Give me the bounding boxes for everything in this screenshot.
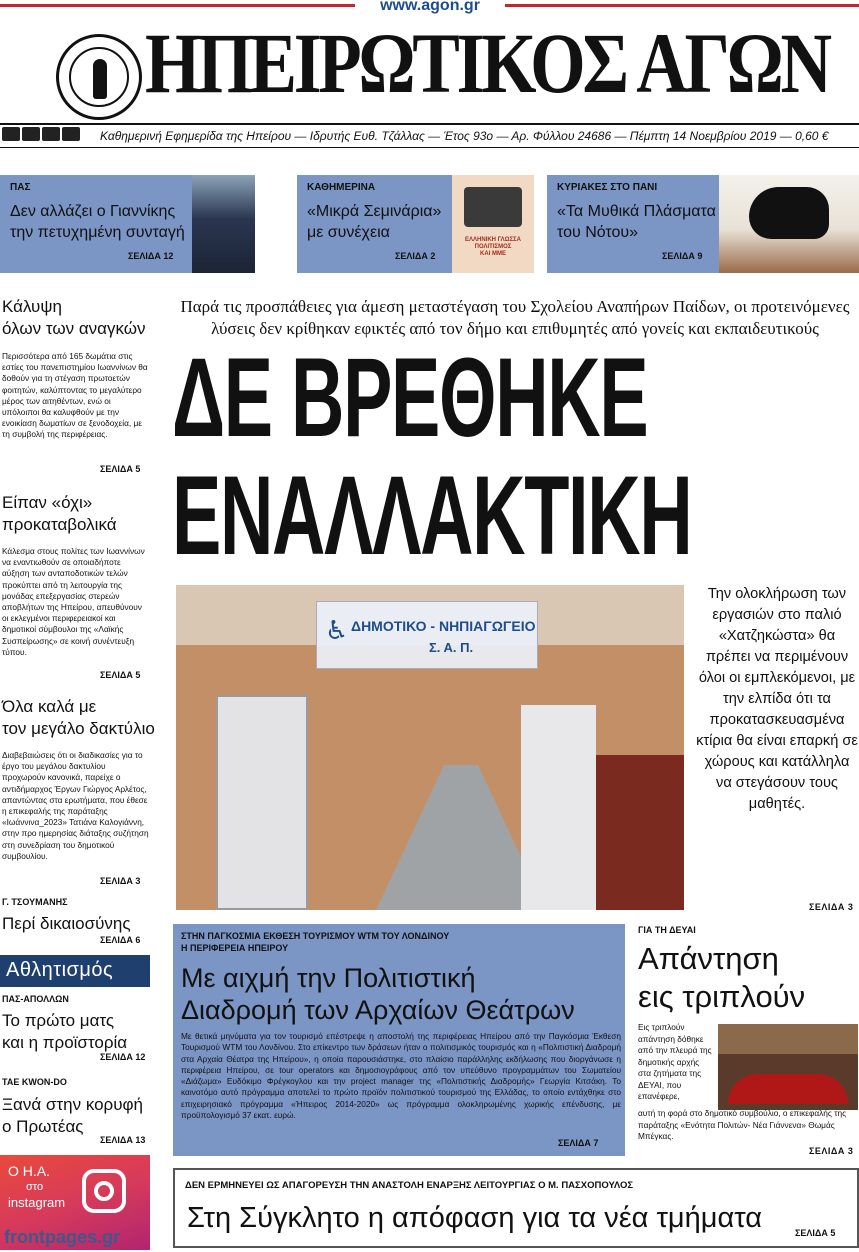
main-photo-corridor: [176, 585, 684, 910]
deyai-body: αυτή τη φορά στο δημοτικό συμβούλιο, ο επικεφαλής της παράταξης «Ενότητα Πολιτών- Νέα Γιάννενα» Θωμάς Μπέγκας.: [638, 1108, 847, 1141]
top-red-rule-left: [0, 4, 355, 7]
insta-line: instagram: [8, 1195, 66, 1210]
frontpages-watermark: frontpages.gr: [4, 1227, 121, 1247]
deyai-body: Εις τριπλούν απάντηση δόθηκε από την πλευρά της δημοτικής αρχής στα ζητήματα της ΔΕΥΑΙ, που επανέφερε,: [638, 1022, 712, 1101]
teaser-page: ΣΕΛΙΔΑ 2: [395, 251, 436, 261]
wheelchair-icon: ♿: [325, 615, 349, 645]
left-story-heading[interactable]: Περί δικαιοσύνης: [2, 914, 131, 933]
teaser-headline: «Μικρά Σεμινάρια» με συνέχεια: [307, 203, 442, 241]
left-story-page: ΣΕΛΙΔΑ 5: [100, 464, 141, 474]
senate-page: ΣΕΛΙΔΑ 5: [795, 1228, 836, 1238]
senate-kicker: ΔΕΝ ΕΡΜΗΝΕΥΕΙ ΩΣ ΑΠΑΓΟΡΕΥΣΗ ΤΗΝ ΑΝΑΣΤΟΛΗ ΕΝΑΡΞΗΣ ΛΕΙΤΟΥΡΓΙΑΣ Ο Μ. ΠΑΣΧΟΠΟΥΛΟΣ: [185, 1180, 634, 1191]
wtm-headline: Με αιχμή την Πολιτιστική Διαδρομή των Αρχαίων Θεάτρων: [181, 963, 575, 1025]
main-headline-line1[interactable]: ΔΕ ΒΡΕΘΗΚΕ: [172, 335, 648, 460]
school-sign: ♿ ΔΗΜΟΤΙΚΟ - ΝΗΠΙΑΓΩΓΕΙΟ Σ. Α. Π.: [316, 601, 538, 669]
sport-section-bar[interactable]: [0, 955, 150, 987]
teaser-page: ΣΕΛΙΔΑ 9: [662, 251, 703, 261]
senate-story-box[interactable]: [173, 1168, 859, 1248]
left-story-page: ΣΕΛΙΔΑ 3: [100, 876, 141, 886]
teaser-kicker: ΚΥΡΙΑΚΕΣ ΣΤΟ ΠΑΝΙ: [557, 182, 658, 193]
deyai-photo-council: [718, 1024, 858, 1110]
left-story-page: ΣΕΛΙΔΑ 13: [100, 1135, 146, 1145]
left-story-body: Περισσότερα από 165 δωμάτια στις εστίες του πανεπιστημίου Ιωαννίνων θα δοθούν για τη στέγαση πρωτοετών φοιτητών, καλύπτοντας το μεγαλύτερο μέρος των αιτηθέντων, ενώ οι υπόλοιποι θα καλυφθούν με την ενοικίαση δωματίων σε ξενοδοχεία, με τη συμβολή της περιφέρειας.: [2, 351, 148, 440]
main-photo-caption: Την ολοκλήρωση των εργασιών στο παλιό «Χατζηκώστα» θα πρέπει να περιμένουν όλοι οι εμπλεκόμενοι, με την ελπίδα ότι τα προκατασκευασμένα κτίρια θα είναι επαρκή σε χώρους και κατάλληλα να στεγάσουν τους μαθητές.: [696, 586, 858, 812]
senate-headline: Στη Σύγκλητο η απόφαση για τα νέα τμήματα: [187, 1202, 763, 1234]
dateline: Καθημερινή Εφημερίδα της Ηπείρου — Ιδρυτής Ευθ. Τζάλλας — Έτος 93ο — Αρ. Φύλλου 24686 — Πέμπτη 14 Νοεμβρίου 2019 — 0,60 €: [100, 129, 829, 143]
masthead-title: ΗΠΕΙΡΩΤΙΚΟΣ ΑΓΩΝ: [145, 15, 829, 111]
left-story-heading[interactable]: Όλα καλά με τον μεγάλο δακτύλιο: [2, 697, 155, 738]
teaser-seminars[interactable]: [297, 175, 534, 273]
left-story-kicker: ΠΑΣ-ΑΠΟΛΛΩΝ: [2, 994, 69, 1004]
wtm-page: ΣΕΛΙΔΑ 7: [558, 1138, 599, 1148]
deyai-page: ΣΕΛΙΔΑ 3: [809, 1146, 854, 1156]
instagram-icon: [82, 1169, 126, 1213]
masthead-rule: [0, 123, 859, 125]
teaser-kicker: ΠΑΣ: [10, 182, 31, 193]
teaser-photo-players: [192, 175, 255, 273]
left-story-body: Διαβεβαιώσεις ότι οι διαδικασίες για το έργο του μεγάλου δακτυλίου προχωρούν κανονικά, παρείχε ο αντιδήμαρχος Έργων Γιώργος Αρλέτος, απαντώντας στα ερωτήματα, που έθεσε η επικεφαλής της παράταξης «Ιωάννινα_2023» Τατιάνα Καλογιάννη, στην προ ημερησίας διάταξης συζήτηση στη συνεδρίαση του δημοτικού συμβουλίου.: [2, 750, 149, 861]
wtm-story-box[interactable]: [173, 924, 625, 1156]
sport-section-label: Αθλητισμός: [6, 959, 114, 981]
left-story-heading[interactable]: Ξανά στην κορυφή ο Πρωτέας: [2, 1095, 144, 1136]
main-subhead: Παρά τις προσπάθειες για άμεση μεταστέγαση του Σχολείου Αναπήρων Παίδων, οι προτεινόμενες λύσεις δεν κρίθηκαν εφικτές από τον δήμο και επιθυμητές από γονείς και εκπαιδευτικούς: [180, 297, 850, 338]
top-red-rule-right: [505, 4, 859, 7]
teaser-book-cover: ΕΛΛΗΝΙΚΗ ΓΛΩΣΣΑ ΠΟΛΙΤΙΣΜΟΣ ΚΑΙ ΜΜΕ: [452, 175, 534, 273]
wtm-kicker: ΣΤΗΝ ΠΑΓΚΟΣΜΙΑ ΕΚΘΕΣΗ ΤΟΥΡΙΣΜΟΥ WTM ΤΟΥ ΛΟΝΔΙΝΟΥ Η ΠΕΡΙΦΕΡΕΙΑ ΗΠΕΙΡΟΥ: [181, 931, 450, 953]
left-story-page: ΣΕΛΙΔΑ 5: [100, 670, 141, 680]
teaser-headline: «Τα Μυθικά Πλάσματα του Νότου»: [557, 203, 716, 241]
instagram-promo[interactable]: [0, 1155, 150, 1250]
wtm-body: Με θετικά μηνύματα για τον τουρισμό επέστρεψε η αποστολή της περιφέρειας Ηπείρου από την Παγκόσμια Έκθεση Τουρισμού WTM του Λονδίνου. Στο επίκεντρο των δράσεων ήταν ο πολιτισμικός τουρισμός και η «Πολιτιστική Διαδρομή στα Αρχαία Θέατρα της Ηπείρου», η οποία παρουσιάστηκε, στο πλαίσιο παράλληλης εκδήλωσης που διοργάνωσε η περιφέρεια Ηπείρου, σε tour operators και δημοσιογράφους από τον υπεύθυνο προγραμμάτων του Σωματείου «Διάζωμα» Ευδόκιμο Φρέγκογλου και την project manager της «Πολιτιστικής Διαδρομής» Γεωργία Κιτσάκη. Το καινοτόμο αυτό πρόγραμμα αποτελεί το πρώτο προϊόν πολιτιστικού τουρισμού της Ελλάδας, το οποίο εντάχθηκε στο επιχειρησιακό πρόγραμμα «Ήπειρος 2014-2020» ως πρόγραμμα ολοκληρωμένης χωρικής επένδυσης, με προϋπολογισμό 37 εκατ. ευρώ.: [181, 1031, 621, 1121]
newspaper-seal-logo: [56, 34, 142, 120]
left-story-body: Κάλεσμα στους πολίτες των Ιωαννίνων να εναντιωθούν σε οποιαδήποτε αύξηση των ανταποδοτικών τελών προκύπτει από τη λειτουργία της μονάδας επεξεργασίας στερεών αποβλήτων της Ηπείρου, απευθύνουν οι εκλεγμένοι περιφερειακοί και δημοτικοί σύμβουλοι της «Λαϊκής Συσπείρωσης» σε κοινή συνέντευξη τύπου.: [2, 546, 145, 657]
main-headline-line2[interactable]: ΕΝΑΛΛΑΚΤΙΚΗ: [172, 453, 692, 578]
left-story-kicker: ΤΑΕ KWON-DO: [2, 1077, 67, 1087]
main-story-page: ΣΕΛΙΔΑ 3: [809, 902, 854, 912]
teaser-mythical[interactable]: [547, 175, 859, 273]
teaser-photo-bull: [719, 175, 859, 273]
left-story-kicker: Γ. ΤΣΟΥΜΑΝΗΣ: [2, 897, 68, 907]
website-url[interactable]: www.agon.gr: [380, 0, 480, 14]
left-story-heading[interactable]: Το πρώτο ματς και η προϊστορία: [2, 1011, 128, 1052]
left-story-heading[interactable]: Κάλυψη όλων των αναγκών: [2, 297, 146, 338]
dateline-rule: [0, 147, 859, 148]
deyai-kicker: ΓΙΑ ΤΗ ΔΕΥΑΙ: [638, 925, 696, 935]
deyai-headline[interactable]: Απάντηση εις τριπλούν: [638, 941, 806, 1014]
left-story-page: ΣΕΛΙΔΑ 6: [100, 935, 141, 945]
left-story-heading[interactable]: Είπαν «όχι» προκαταβολικά: [2, 493, 117, 534]
insta-line: στο: [26, 1181, 44, 1193]
insta-line: Ο Η.Α.: [8, 1163, 51, 1179]
left-story-page: ΣΕΛΙΔΑ 12: [100, 1052, 146, 1062]
teaser-headline: Δεν αλλάζει ο Γιαννίκης την πετυχημένη συνταγή: [10, 203, 185, 241]
member-logos: [2, 127, 94, 143]
teaser-pas[interactable]: [0, 175, 255, 273]
teaser-page: ΣΕΛΙΔΑ 12: [128, 251, 174, 261]
teaser-kicker: ΚΑΘΗΜΕΡΙΝΑ: [307, 182, 376, 193]
